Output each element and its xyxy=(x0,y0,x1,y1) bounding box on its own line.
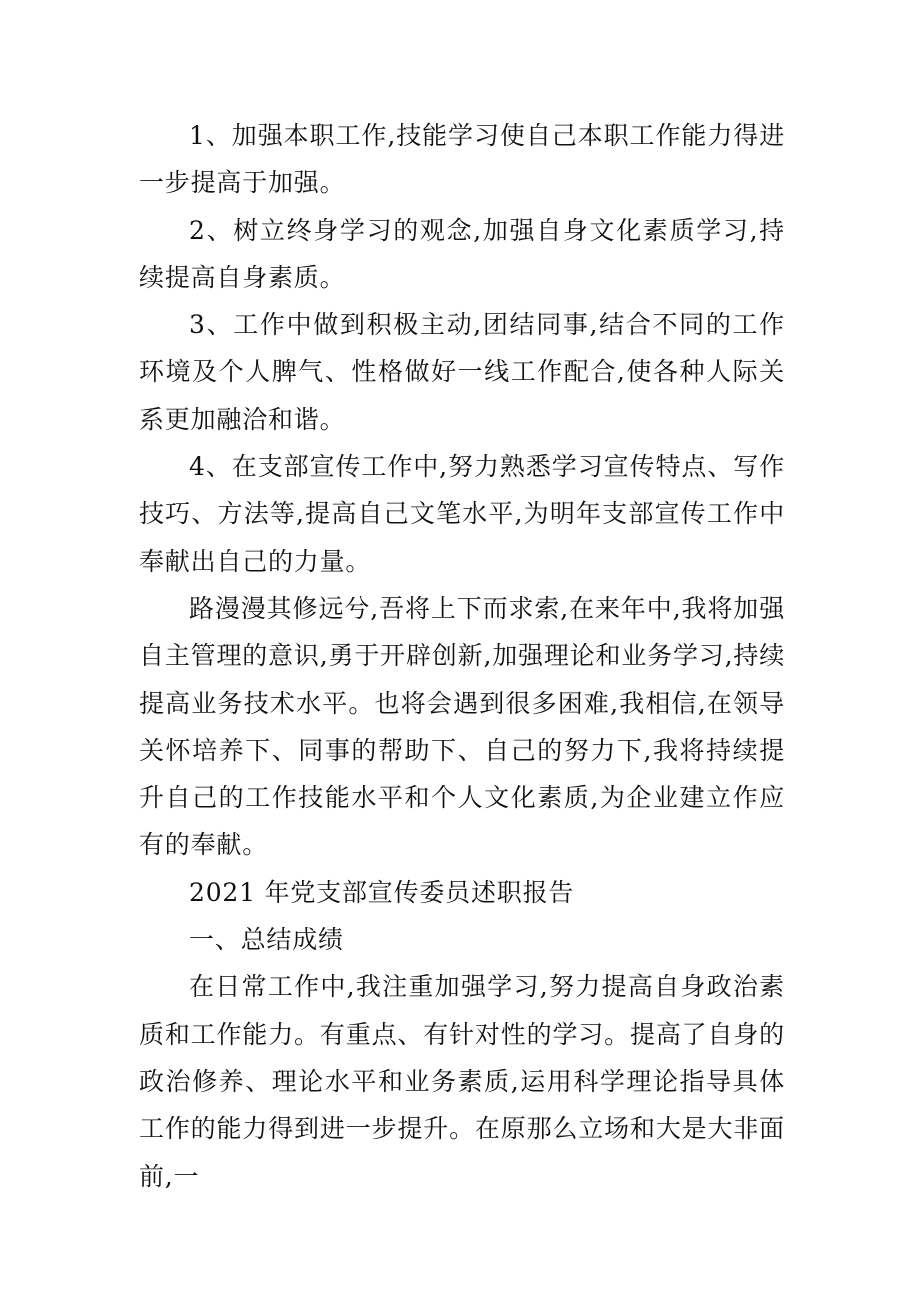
paragraph-item-4: 4、在支部宣传工作中,努力熟悉学习宣传特点、写作技巧、方法等,提高自己文笔水平,为明年支部宣传工作中奉献出自己的力量。 xyxy=(139,452,785,576)
report-title: 2021 年党支部宣传委员述职报告 xyxy=(189,877,575,907)
paragraph-item-3: 3、工作中做到积极主动,团结同事,结合不同的工作环境及个人脾气、性格做好一线工作配合,使各种人际关系更加融洽和谐。 xyxy=(139,310,785,434)
section-heading: 一、总结成绩 xyxy=(189,925,344,955)
section-paragraph: 在日常工作中,我注重加强学习,努力提高自身政治素质和工作能力。有重点、有针对性的学习。提高了自身的政治修养、理论水平和业务素质,运用科学理论指导具体工作的能力得到进一步提升。在原那么立场和大是大非面前,一 xyxy=(139,972,785,1191)
paragraph-item-1: 1、加强本职工作,技能学习使自己本职工作能力得进一步提高于加强。 xyxy=(139,121,785,198)
paragraph-item-2: 2、树立终身学习的观念,加强自身文化素质学习,持续提高自身素质。 xyxy=(139,215,785,292)
closing-paragraph: 路漫漫其修远兮,吾将上下而求索,在来年中,我将加强自主管理的意识,勇于开辟创新,加强理论和业务学习,持续提高业务技术水平。也将会遇到很多困难,我相信,在领导关怀培养下、同事的帮助下、自己的努力下,我将持续提升自己的工作技能水平和个人文化素质,为企业建立作应有的奉献。 xyxy=(139,593,785,860)
document-body xyxy=(139,112,785,1200)
